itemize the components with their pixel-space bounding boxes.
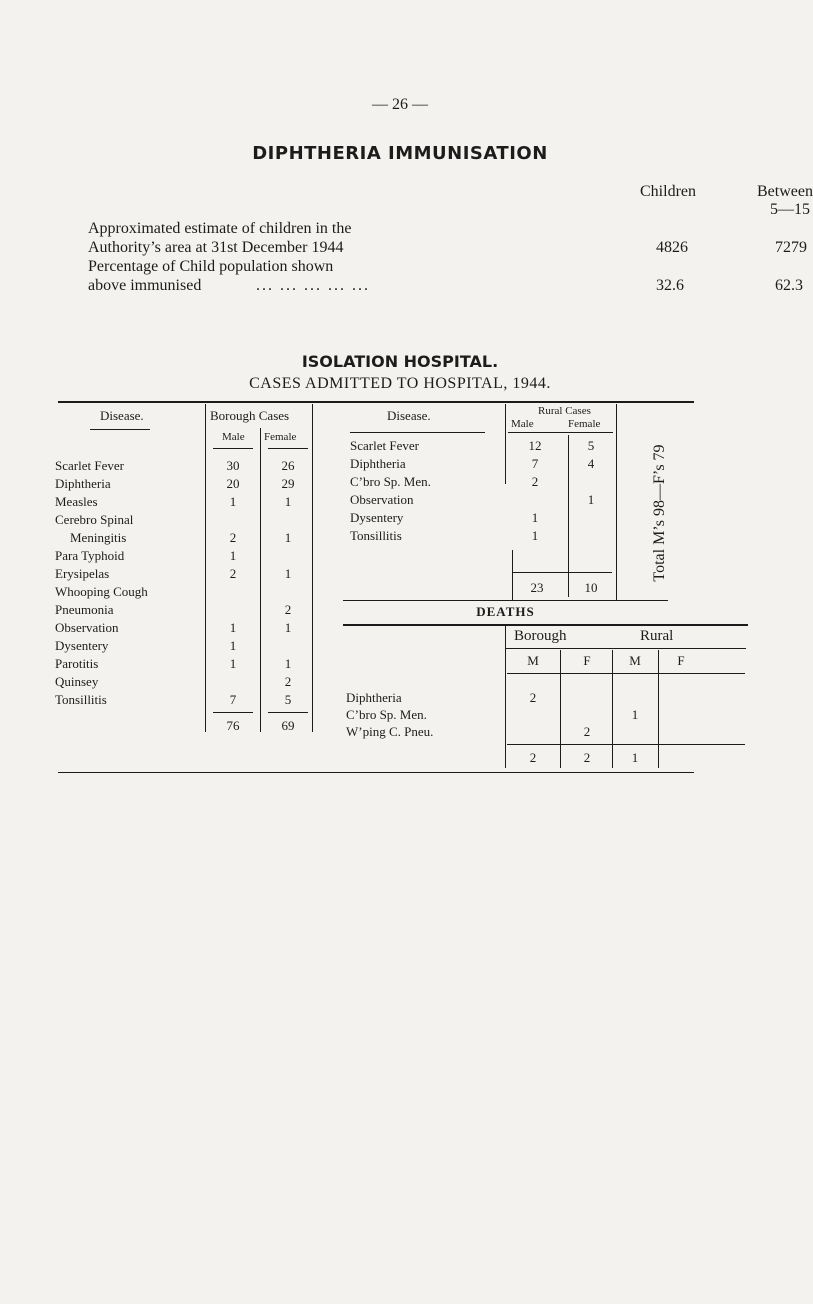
table-row-female: 29	[281, 476, 295, 491]
table-row-disease: Scarlet Fever	[55, 458, 124, 473]
table-row-male: 1	[229, 656, 237, 671]
deaths-rm-rf-rule	[658, 650, 659, 748]
row2-label-line2: above immunised	[88, 277, 202, 294]
table-row-male: 1	[229, 620, 237, 635]
table-row-disease: Tonsillitis	[350, 528, 402, 543]
table-row-disease: Measles	[55, 494, 98, 509]
deaths-header-rural-f: F	[677, 653, 685, 668]
table-row-rm: 1	[631, 707, 639, 722]
table-row-male: 1	[531, 510, 539, 525]
borough-male-total-rule	[213, 712, 253, 713]
borough-total-male: 76	[226, 718, 240, 733]
rural-header-underline	[508, 432, 613, 433]
table-row-male: 2	[229, 566, 237, 581]
table-row-female: 2	[284, 674, 292, 689]
table-row-disease: C’bro Sp. Men.	[350, 474, 431, 489]
table-row-female: 1	[587, 492, 595, 507]
table-row-disease: Tonsillitis	[55, 692, 107, 707]
deaths-title: DEATHS	[476, 604, 535, 619]
table-row-female: 2	[284, 602, 292, 617]
table-row-male: 1	[229, 494, 237, 509]
table-row-female: 5	[587, 438, 595, 453]
table-row-disease: Meningitis	[70, 530, 127, 545]
header-rule	[58, 401, 694, 403]
table-row-disease: Scarlet Fever	[350, 438, 419, 453]
deaths-borough-rural-rule	[612, 650, 613, 748]
table-row-disease: C’bro Sp. Men.	[346, 707, 427, 722]
deaths-top-rule	[343, 600, 668, 601]
table-row-female: 1	[284, 656, 292, 671]
deaths-header-rural-m: M	[629, 653, 641, 668]
table-row-male: 20	[226, 476, 240, 491]
table-row-disease: Dysentery	[350, 510, 404, 525]
rural-total-female: 10	[584, 580, 598, 595]
table-row-female: 1	[284, 620, 292, 635]
hospital-subtitle: CASES ADMITTED TO HOSPITAL, 1944.	[249, 375, 551, 392]
rural-header-male: Male	[511, 418, 534, 430]
page-number: — 26 —	[372, 96, 428, 113]
rural-total-side-label: Total M’s 98—F’s 79	[651, 444, 668, 582]
borough-header-cases: Borough Cases	[210, 408, 290, 423]
deaths-group-underline	[506, 648, 746, 649]
col-children-header: Children	[640, 183, 696, 200]
table-row-disease: Erysipelas	[55, 566, 110, 581]
table-row-disease: Dysentery	[55, 638, 109, 653]
deaths-left-rule	[505, 626, 506, 748]
rural-disease-underline	[350, 432, 485, 433]
rural-header-female: Female	[568, 418, 601, 430]
deaths-total-left-rule	[505, 748, 506, 768]
table-row-disease: Pneumonia	[55, 602, 114, 617]
table-row-bm: 2	[529, 690, 537, 705]
table-row-female: 4	[587, 456, 595, 471]
table-row-bf: 2	[583, 724, 591, 739]
table-row-disease: Para Typhoid	[55, 548, 125, 563]
borough-total-female: 69	[281, 718, 295, 733]
borough-male-underline	[213, 448, 253, 449]
table-row-male: 1	[229, 548, 237, 563]
deaths-header-borough: Borough	[514, 628, 567, 644]
table-row-female: 26	[281, 458, 295, 473]
row1-children-value: 4826	[656, 239, 688, 256]
row2-between-value: 62.3	[775, 277, 803, 294]
deaths-total-rm: 1	[631, 750, 639, 765]
borough-right-rule	[312, 404, 313, 732]
row2-children-value: 32.6	[656, 277, 684, 294]
table-row-disease: W’ping C. Pneu.	[346, 724, 434, 739]
rural-right-rule	[616, 404, 617, 600]
rural-total-male: 23	[530, 580, 544, 595]
table-row-female: 1	[284, 566, 292, 581]
table-row-disease: Parotitis	[55, 656, 99, 671]
borough-left-rule	[205, 404, 206, 732]
hospital-title: ISOLATION HOSPITAL.	[301, 352, 499, 371]
table-row-female: 1	[284, 494, 292, 509]
table-row-male: 30	[226, 458, 240, 473]
deaths-header-borough-f: F	[583, 653, 591, 668]
table-row-disease: Cerebro Spinal	[55, 512, 134, 527]
table-row-female: 1	[284, 530, 292, 545]
deaths-bm-bf-rule	[560, 650, 561, 748]
borough-female-underline	[268, 448, 308, 449]
deaths-header-borough-m: M	[527, 653, 539, 668]
table-row-male: 1	[531, 528, 539, 543]
row2-label-line1: Percentage of Child population shown	[88, 258, 334, 275]
row2-leader-dots: ... ... ... ... ...	[256, 277, 370, 294]
table-row-male: 12	[528, 438, 542, 453]
borough-header-disease: Disease.	[100, 408, 144, 423]
table-row-male: 2	[229, 530, 237, 545]
table-row-disease: Diphtheria	[55, 476, 111, 491]
table-row-disease: Observation	[350, 492, 414, 507]
deaths-total-rm-rf-rule	[658, 748, 659, 768]
row1-label-line1: Approximated estimate of children in the	[88, 220, 352, 237]
borough-header-male: Male	[222, 431, 245, 443]
table-row-disease: Quinsey	[55, 674, 99, 689]
table-row-disease: Observation	[55, 620, 119, 635]
deaths-total-bm-bf-rule	[560, 748, 561, 768]
bottom-rule	[58, 772, 694, 773]
borough-disease-underline	[90, 429, 150, 430]
deaths-total-borough-rural-rule	[612, 748, 613, 768]
deaths-total-rule	[507, 744, 745, 745]
col-between-range: 5—15	[770, 201, 810, 218]
row1-label-line2: Authority’s area at 31st December 1944	[88, 239, 344, 256]
deaths-total-bm: 2	[529, 750, 537, 765]
table-row-female: 5	[284, 692, 292, 707]
borough-mid-rule	[260, 428, 261, 732]
table-row-male: 7	[531, 456, 539, 471]
rural-left-rule	[505, 404, 506, 484]
deaths-total-bf: 2	[583, 750, 591, 765]
col-between-header: Between	[757, 183, 813, 200]
rural-header-cases: Rural Cases	[538, 405, 591, 417]
deaths-title-rule	[343, 624, 748, 626]
rural-header-disease: Disease.	[387, 408, 431, 423]
borough-header-female: Female	[264, 431, 297, 443]
borough-female-total-rule	[268, 712, 308, 713]
deaths-header-underline	[507, 673, 745, 674]
immunisation-title: DIPHTHERIA IMMUNISATION	[252, 143, 548, 164]
table-row-disease: Whooping Cough	[55, 584, 148, 599]
table-row-male: 1	[229, 638, 237, 653]
deaths-header-rural: Rural	[640, 628, 674, 644]
table-row-male: 7	[229, 692, 237, 707]
table-row-disease: Diphtheria	[346, 690, 402, 705]
table-row-disease: Diphtheria	[350, 456, 406, 471]
table-row-male: 2	[531, 474, 539, 489]
row1-between-value: 7279	[775, 239, 807, 256]
rural-total-rule	[512, 572, 612, 573]
